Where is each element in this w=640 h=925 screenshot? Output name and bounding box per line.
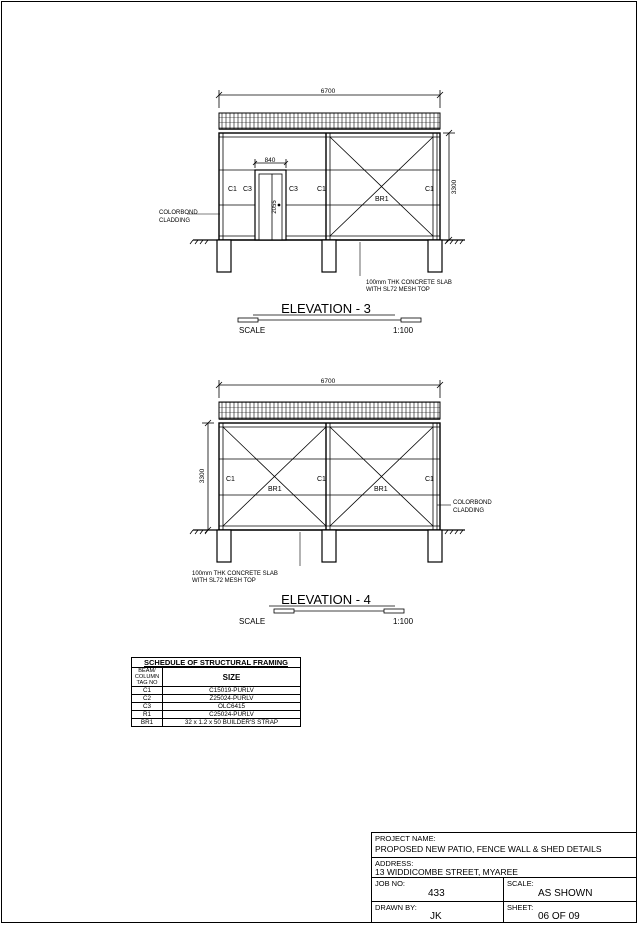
elev3-slab-line1: 100mm THK CONCRETE SLAB [366, 280, 452, 286]
schedule-tag: C1 [132, 687, 163, 695]
elev4-scale-label: SCALE [239, 617, 266, 626]
elev4-cladding-line1: COLORBOND [453, 500, 492, 506]
elev4-height-dim: 3300 [199, 468, 206, 484]
schedule-tag: C3 [132, 703, 163, 711]
scale-value: AS SHOWN [538, 888, 593, 899]
address-label: ADDRESS: [375, 859, 414, 868]
elev4-tag-br1-left: BR1 [268, 486, 282, 493]
elev4-slab-line2: WITH SL72 MESH TOP [192, 578, 256, 584]
schedule-size: 32 x 1.2 x 50 BUILDER'S STRAP [163, 719, 301, 727]
elev3-height-dim: 3300 [451, 179, 458, 195]
table-row [132, 703, 301, 711]
schedule-col-tag-line1: BEAM/ [138, 668, 156, 674]
table-row [132, 687, 301, 695]
schedule-col-tag-line3: TAG NO [136, 680, 158, 686]
schedule-col-tag-header [132, 668, 163, 687]
elev4-width-dim: 6700 [320, 378, 336, 385]
address-value: 13 WIDDICOMBE STREET, MYAREE [375, 867, 518, 877]
elev3-scale-value: 1:100 [393, 326, 414, 335]
elev3-tag-c1-left: C1 [228, 186, 237, 193]
schedule-tag: R1 [132, 711, 163, 719]
schedule-title: SCHEDULE OF STRUCTURAL FRAMING [132, 658, 301, 668]
title-block [371, 832, 637, 923]
job-cell [372, 877, 504, 901]
elev4-tag-c1-mid: C1 [317, 476, 326, 483]
drawn-label: DRAWN BY: [375, 903, 417, 912]
elev4-tag-c1-left: C1 [226, 476, 235, 483]
table-row [132, 711, 301, 719]
elev3-tag-c3-right: C3 [289, 186, 298, 193]
elev4-title: ELEVATION - 4 [281, 592, 371, 607]
sheet-value: 06 OF 09 [538, 911, 580, 922]
job-value: 433 [428, 888, 445, 899]
elev4-scale-value: 1:100 [393, 617, 414, 626]
elev3-slab-line2: WITH SL72 MESH TOP [366, 287, 430, 293]
elev3-door-height: 2055 [272, 200, 278, 214]
job-label: JOB NO: [375, 879, 406, 888]
schedule-tag: C2 [132, 695, 163, 703]
scale-cell [504, 877, 636, 901]
schedule-col-size-header: SIZE [163, 668, 301, 687]
schedule-tag: BR1 [132, 719, 163, 727]
scale-label: SCALE: [507, 879, 534, 888]
elev3-cladding-line2: CLADDING [159, 218, 191, 224]
table-row [132, 695, 301, 703]
project-label: PROJECT NAME: [375, 834, 436, 843]
schedule-size: C25024-PURLV [163, 711, 301, 719]
elev3-title: ELEVATION - 3 [281, 301, 371, 316]
elev3-tag-br1: BR1 [375, 196, 389, 203]
project-value: PROPOSED NEW PATIO, FENCE WALL & SHED DETAILS [375, 844, 602, 854]
elev3-tag-c1-right: C1 [425, 186, 434, 193]
elev3-tag-c1-mid: C1 [317, 186, 326, 193]
elev4-tag-br1-right: BR1 [374, 486, 388, 493]
schedule-size: C15019-PURLV [163, 687, 301, 695]
structural-framing-schedule [131, 657, 301, 727]
schedule-col-tag-line2: COLUMN [134, 674, 160, 680]
elev4-cladding-line2: CLADDING [453, 508, 485, 514]
address-cell [372, 857, 636, 877]
sheet-cell [504, 901, 636, 922]
project-cell [372, 833, 636, 857]
table-row [132, 719, 301, 727]
elev3-cladding-line1: COLORBOND [159, 210, 198, 216]
sheet-label: SHEET: [507, 903, 534, 912]
drawn-cell [372, 901, 504, 922]
drawn-value: JK [430, 911, 442, 922]
elev3-door-width: 840 [264, 157, 276, 164]
elev3-tag-c3-left: C3 [243, 186, 252, 193]
elev3-scale-label: SCALE [239, 326, 266, 335]
schedule-size: Z25024-PURLV [163, 695, 301, 703]
schedule-size: OLC6415 [163, 703, 301, 711]
elev3-width-dim: 6700 [320, 88, 336, 95]
elev4-tag-c1-right: C1 [425, 476, 434, 483]
elev4-slab-line1: 100mm THK CONCRETE SLAB [192, 571, 278, 577]
